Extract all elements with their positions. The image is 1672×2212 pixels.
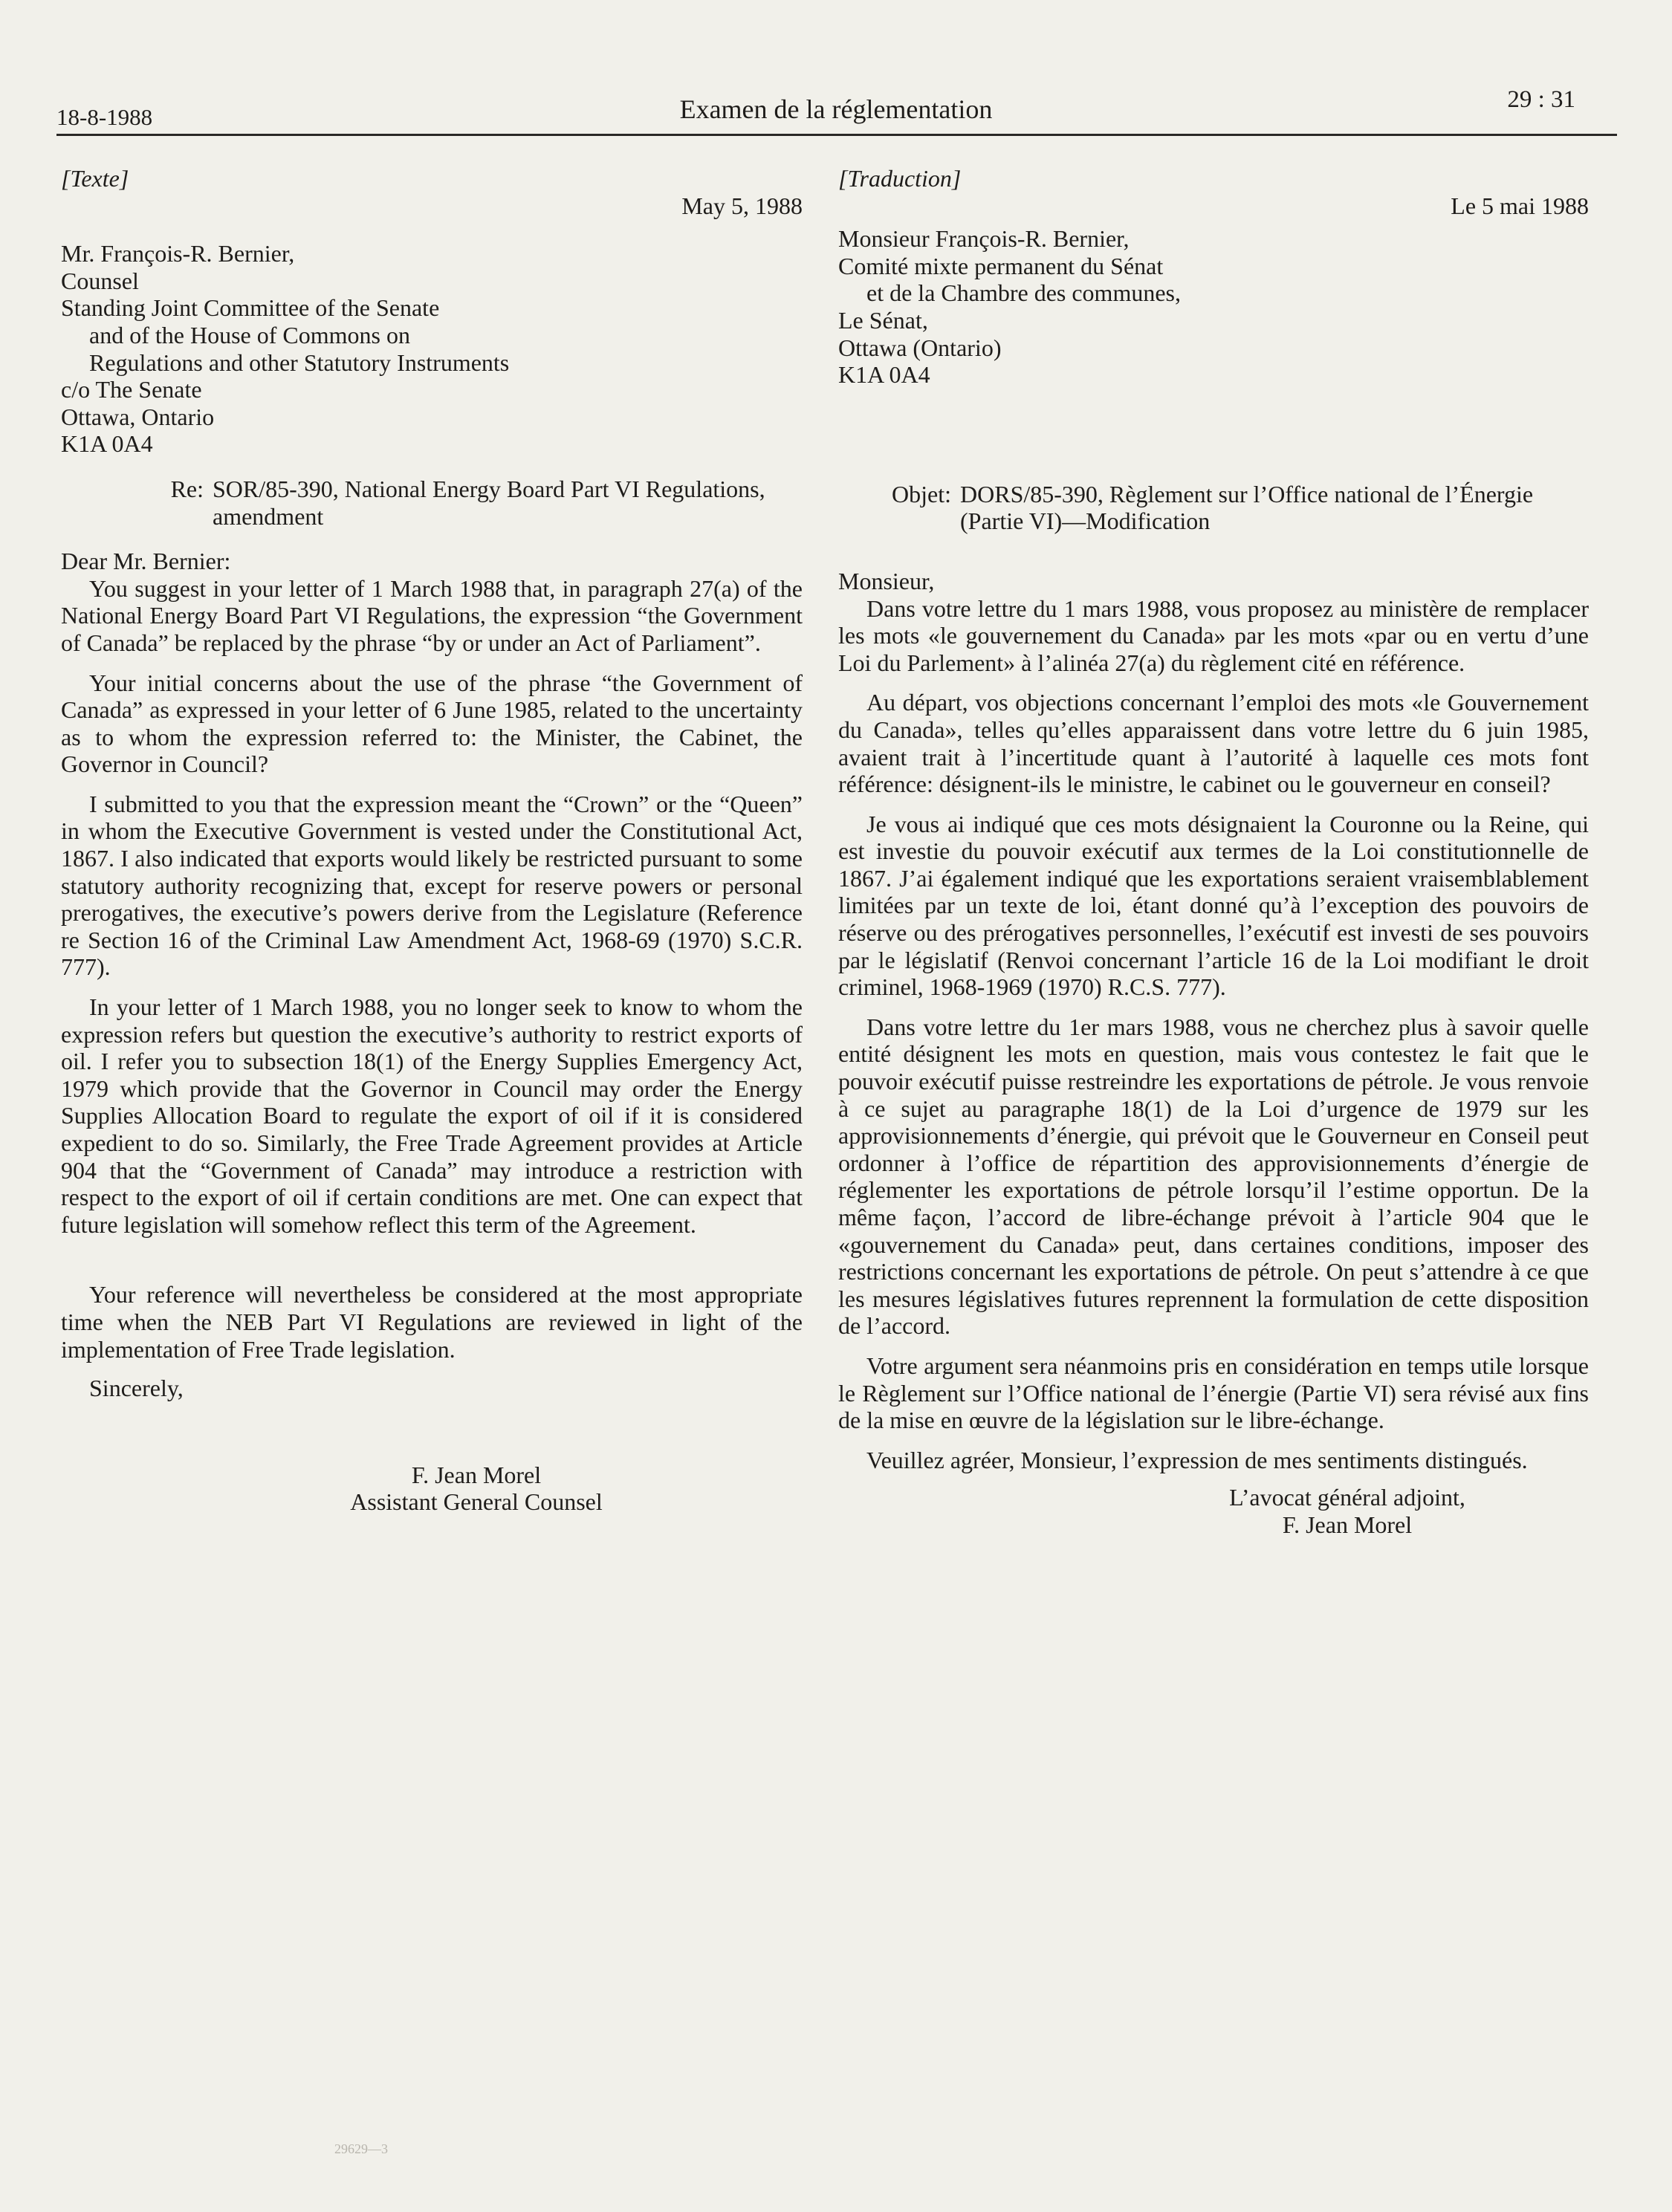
address-line: c/o The Senate (61, 376, 202, 403)
paragraph: Dans votre lettre du 1 mars 1988, vous proposez au ministère de remplacer les mots «le gouvernement du Canada» par les mots «par ou en vertu d’une Loi du Parlement» à l’alinéa 27(a) du règlement cité en référence. (838, 594, 1589, 676)
paragraph: Your reference will nevertheless be considered at the most appropriate time when the NEB Part VI Regulations are reviewed in light of the implementation of Free Trade legislation. (61, 1281, 803, 1363)
translation-label: [Traduction] (838, 165, 962, 192)
recipient-address (61, 240, 803, 458)
header-page-number: 29 : 31 (1507, 86, 1575, 113)
signature-block (61, 1462, 803, 1516)
recipient-address (838, 225, 1589, 389)
paragraph: Au départ, vos objections concernant l’emploi des mots «le Gouvernement du Canada», telles qu’elles apparaissent dans votre lettre du 6 juin 1985, avaient trait à l’incertitude quant à l’autorité à laquelle ces mots font référence: désignent-ils le ministre, le cabinet ou le gouverneur en conseil? (838, 689, 1589, 798)
header-date: 18-8-1988 (56, 104, 153, 130)
letter-body (838, 595, 1589, 1474)
signature-title: Assistant General Counsel (350, 1488, 603, 1516)
header-rule (56, 134, 1617, 136)
paragraph: Dans votre lettre du 1er mars 1988, vous ne cherchez plus à savoir quelle entité désignent les mots en question, mais vous contestez le fait que le pouvoir exécutif puisse restreindre les exportations de pétrole. Je vous renvoie à ce sujet au paragraphe 18(1) de la Loi d’urgence de 1979 sur les approvisionnements d’énergie, qui prévoit que le Gouverneur en Conseil peut ordonner à l’office de répartition des approvisionnements d’énergie de réglementer les exportations de pétrole lorsqu’il l’estime opportun. De la même façon, l’accord de libre-échange prévoit à l’article 904 que le «gouvernement du Canada» peut, dans certaines conditions, imposer des restrictions concernant les exportations de pétrole. On peut s’attendre à ce que les mesures législatives futures reprennent la formulation de cette disposition de l’accord. (838, 1013, 1589, 1340)
address-line: Comité mixte permanent du Sénat (838, 252, 1164, 279)
address-line: Ottawa, Ontario (61, 403, 215, 430)
signature-name: F. Jean Morel (411, 1461, 542, 1488)
subject-label: Objet: (892, 480, 951, 507)
paragraph: You suggest in your letter of 1 March 1988 that, in paragraph 27(a) of the National Energy Board Part VI Regulations, the expression “the Government of Canada” be replaced by the phrase “by or under an Act of Parliament”. (61, 574, 803, 656)
signature-block (838, 1484, 1589, 1538)
address-line: Ottawa (Ontario) (838, 334, 1002, 361)
header-title: Examen de la réglementation (679, 94, 993, 124)
address-line: K1A 0A4 (838, 361, 930, 389)
letter-date: Le 5 mai 1988 (1451, 192, 1589, 219)
address-line: Counsel (61, 267, 139, 294)
address-line: Le Sénat, (838, 306, 928, 334)
salutation: Dear Mr. Bernier: (61, 548, 231, 575)
text-label: [Texte] (61, 165, 129, 192)
letter-date: May 5, 1988 (681, 192, 803, 219)
paragraph: Veuillez agréer, Monsieur, l’expression de mes sentiments distingués. (866, 1446, 1528, 1473)
paragraph: Je vous ai indiqué que ces mots désignaient la Couronne ou la Reine, qui est investie du pouvoir exécutif aux termes de la Loi constitutionnelle de 1867. J’ai également indiqué que les exportations seraient vraisemblablement limitées par un texte de loi, étant donné qu’à l’exception des pouvoirs de réserve ou des prérogatives personnelles, l’exécutif est investi de ses pouvoirs par le législatif (Renvoi concernant l’article 16 de la Loi modifiant le droit criminel, 1968-1969 (1970) R.C.S. 777). (838, 810, 1589, 1001)
address-line: and of the House of Commons on (89, 321, 410, 348)
subject-line (61, 476, 803, 530)
english-column (61, 165, 803, 1516)
french-column (838, 165, 1589, 1539)
address-line: K1A 0A4 (61, 430, 153, 458)
address-line: Monsieur François-R. Bernier, (838, 225, 1130, 253)
salutation: Monsieur, (838, 567, 935, 594)
page-header (0, 0, 1672, 149)
subject-label: Re: (170, 475, 204, 502)
address-line: Mr. François-R. Bernier, (61, 240, 295, 267)
printer-mark: 29629—3 (334, 2141, 388, 2156)
closing: Sincerely, (89, 1375, 184, 1402)
paragraph: I submitted to you that the expression meant the “Crown” or the “Queen” in whom the Executive Government is vested under the Constitutional Act, 1867. I also indicated that exports would likely be restricted pursuant to some statutory authority recognizing that, except for reserve powers or personal prerogatives, the executive’s powers derive from the Legislature (Reference re Section 16 of the Criminal Law Amendment Act, 1968-69 (1970) S.C.R. 777). (61, 790, 803, 981)
address-line: Standing Joint Committee of the Senate (61, 294, 440, 322)
letter-body (61, 575, 803, 1363)
subject-text: DORS/85-390, Règlement sur l’Office national de l’Énergie (Partie VI)—Modification (960, 480, 1534, 535)
signature-name: F. Jean Morel (1282, 1511, 1413, 1538)
address-line: et de la Chambre des communes, (866, 279, 1181, 307)
address-line: Regulations and other Statutory Instruments (89, 348, 510, 376)
signature-title: L’avocat général adjoint, (1229, 1484, 1465, 1511)
paragraph: Your initial concerns about the use of the phrase “the Government of Canada” as expressed in your letter of 6 June 1985, related to the uncertainty as to whom the expression referred to: the Minister, the Cabinet, the Governor in Council? (61, 669, 803, 778)
paragraph: Votre argument sera néanmoins pris en considération en temps utile lorsque le Règlement sur l’Office national de l’énergie (Partie VI) sera révisé aux fins de la mise en œuvre de la législation sur le libre-échange. (838, 1352, 1589, 1434)
subject-line (838, 481, 1589, 535)
paragraph: In your letter of 1 March 1988, you no longer seek to know to whom the expression refers but question the executive’s authority to restrict exports of oil. I refer you to subsection 18(1) of the Energy Supplies Emergency Act, 1979 which provide that the Governor in Council may order the Energy Supplies Allocation Board to regulate the export of oil if it is considered expedient to do so. Similarly, the Free Trade Agreement provides at Article 904 that the “Government of Canada” may introduce a restriction with respect to the export of oil if certain conditions are met. One can expect that future legislation will somehow reflect this term of the Agreement. (61, 993, 803, 1238)
subject-text: SOR/85-390, National Energy Board Part VI Regulations, amendment (213, 475, 765, 530)
